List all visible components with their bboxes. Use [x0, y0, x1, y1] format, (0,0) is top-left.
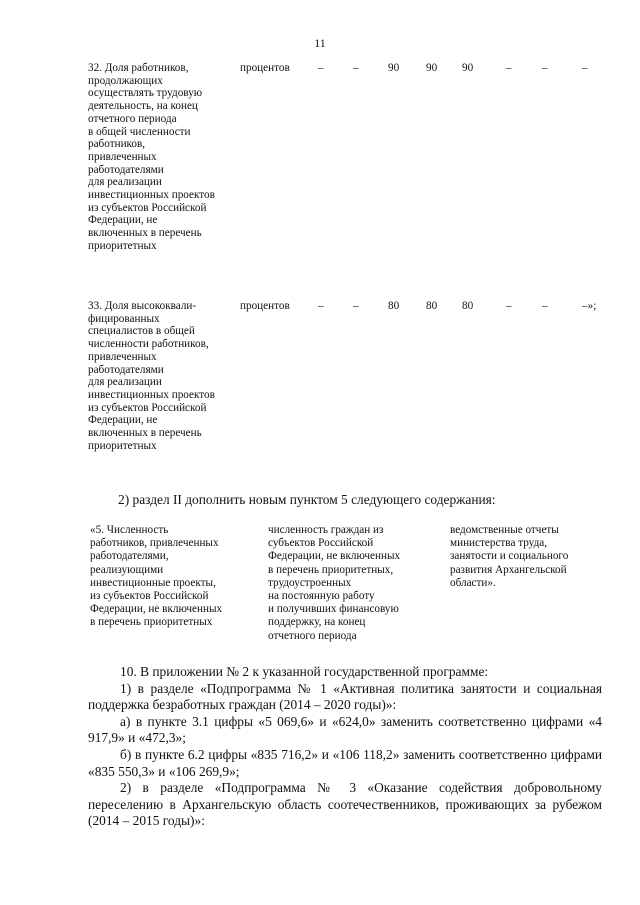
- cell-line: численность граждан из: [268, 524, 384, 536]
- value-cell: 90: [426, 62, 438, 74]
- cell-line: поддержку, на конец: [268, 616, 366, 629]
- value-cell: –: [542, 62, 548, 74]
- indicator-name-line: в общей численности: [88, 125, 191, 138]
- value-cell: –»;: [582, 300, 597, 312]
- indicator-name-line: работодателями: [88, 363, 164, 376]
- cell-line: на постоянную работу: [268, 590, 375, 603]
- cell-line: работников, привлеченных: [90, 537, 219, 550]
- indicator-name-line: осуществлять трудовую: [88, 87, 203, 100]
- cell-line: министерства труда,: [450, 537, 548, 550]
- table-row: [88, 300, 602, 452]
- indicator-name-line: отчетного периода: [88, 112, 177, 125]
- cell-line: трудоустроенных: [268, 576, 352, 589]
- source-column: [450, 524, 610, 590]
- cell-line: области».: [450, 576, 496, 589]
- indicator-name-line: включенных в перечень: [88, 427, 202, 440]
- indicator-name-line: 33. Доля высококвали-: [88, 300, 197, 312]
- cell-line: ведомственные отчеты: [450, 524, 559, 536]
- cell-line: «5. Численность: [90, 524, 169, 536]
- paragraph: 2) в разделе «Подпрограмма № 3 «Оказание содействия добровольному переселению в Архангельскую область соотечественников, проживающих за рубежом (2014 – 2015 годы)»:: [88, 780, 602, 829]
- body-text: [88, 664, 602, 830]
- value-cell: –: [506, 62, 512, 74]
- value-cell: –: [353, 300, 359, 312]
- indicator-name-line: для реализации: [88, 376, 162, 389]
- indicator-name: [88, 300, 236, 452]
- value-cell: 80: [426, 300, 438, 312]
- indicator-name-line: приоритетных: [88, 439, 157, 452]
- value-cell: –: [582, 62, 588, 74]
- cell-line: и получивших финансовую: [268, 603, 399, 616]
- cell-line: в перечень приоритетных,: [268, 563, 394, 576]
- indicator-name-line: привлеченных: [88, 350, 157, 363]
- value-cell: 80: [462, 300, 474, 312]
- cell-line: работодателями,: [90, 550, 169, 563]
- indicator-table: [88, 300, 602, 452]
- indicator-name-column: [90, 524, 258, 630]
- indicator-name-line: из субъектов Российской: [88, 401, 207, 414]
- indicator-name-line: фицированных: [88, 312, 160, 325]
- indicator-name-line: инвестиционных проектов: [88, 388, 215, 401]
- indicator-name-line: Федерации, не: [88, 214, 158, 227]
- unit-cell: процентов: [240, 300, 290, 312]
- cell-line: из субъектов Российской: [90, 590, 209, 603]
- section-intro-text: 2) раздел II дополнить новым пунктом 5 следующего содержания:: [118, 492, 496, 507]
- indicator-name-line: продолжающих: [88, 74, 163, 87]
- value-cell: –: [318, 300, 324, 312]
- calculation-column: [268, 524, 438, 643]
- paragraph: б) в пункте 6.2 цифры «835 716,2» и «106 118,2» заменить соответственно цифрами «835 550,3» и «106 269,9»;: [88, 746, 602, 779]
- paragraph: а) в пункте 3.1 цифры «5 069,6» и «624,0» заменить соответственно цифрами «4 917,9» и «472,3»;: [88, 713, 602, 746]
- cell-line: инвестиционные проекты,: [90, 576, 216, 589]
- indicator-name-line: численности работников,: [88, 338, 209, 351]
- cell-line: Федерации, не включенных: [268, 550, 401, 563]
- indicator-name-line: работодателями: [88, 163, 164, 176]
- value-cell: 80: [388, 300, 400, 312]
- cell-line: отчетного периода: [268, 629, 357, 642]
- indicator-name-line: включенных в перечень: [88, 227, 202, 240]
- indicator-table: [88, 62, 602, 253]
- value-cell: –: [353, 62, 359, 74]
- indicator-name-line: инвестиционных проектов: [88, 189, 215, 202]
- cell-line: развития Архангельской: [450, 563, 567, 576]
- paragraph: 10. В приложении № 2 к указанной государственной программе:: [120, 664, 489, 679]
- indicator-name-line: из субъектов Российской: [88, 201, 207, 214]
- value-cell: –: [318, 62, 324, 74]
- cell-line: субъектов Российской: [268, 537, 374, 550]
- indicator-name-line: специалистов в общей: [88, 325, 195, 338]
- table-row: [88, 62, 602, 253]
- value-cell: 90: [388, 62, 400, 74]
- value-cell: –: [506, 300, 512, 312]
- indicator-name: [88, 62, 236, 253]
- value-cell: 90: [462, 62, 474, 74]
- cell-line: реализующими: [90, 563, 164, 576]
- indicator-name-line: для реализации: [88, 176, 162, 189]
- cell-line: в перечень приоритетных: [90, 616, 213, 629]
- indicator-name-line: работников,: [88, 138, 146, 151]
- indicator-name-line: привлеченных: [88, 150, 157, 163]
- cell-line: Федерации, не включенных: [90, 603, 223, 616]
- indicator-name-line: Федерации, не: [88, 414, 158, 427]
- indicator-name-line: деятельность, на конец: [88, 100, 198, 113]
- indicator-name-line: 32. Доля работников,: [88, 62, 189, 74]
- page-number: 11: [314, 36, 326, 50]
- value-cell: –: [542, 300, 548, 312]
- indicator-name-line: приоритетных: [88, 239, 157, 252]
- paragraph: 1) в разделе «Подпрограмма № 1 «Активная политика занятости и социальная поддержка безработных граждан (2014 – 2020 годы)»:: [88, 680, 602, 713]
- unit-cell: процентов: [240, 62, 290, 74]
- cell-line: занятости и социального: [450, 550, 569, 563]
